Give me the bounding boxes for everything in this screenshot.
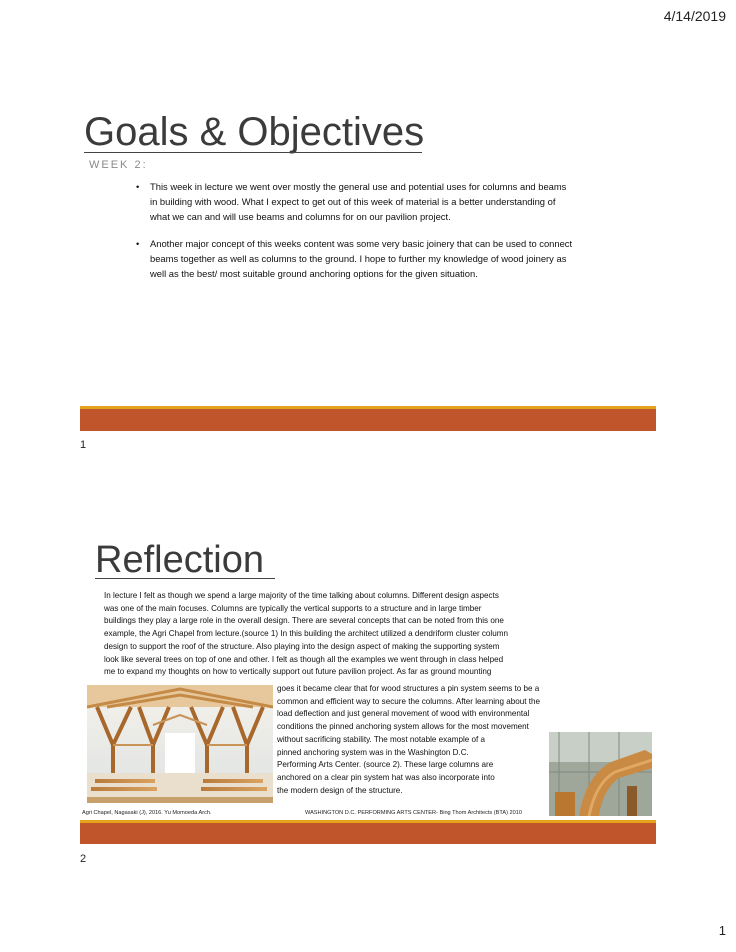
slide1-subtitle: WEEK 2: — [89, 159, 148, 171]
paragraph-line: common and efficient way to secure the columns. After learning about the — [277, 696, 541, 706]
slide2-accent-band — [80, 823, 656, 844]
paragraph-line: Performing Arts Center. (source 2). These large columns are — [277, 760, 494, 770]
performing-arts-center-photo — [549, 732, 652, 816]
agri-chapel-photo — [87, 685, 273, 803]
paragraph-line: goes it became clear that for wood structures a pin system seems to be a — [277, 684, 540, 693]
bullet-text: Another major concept of this weeks content was some very basic joinery that can be used to connect beams together as well as columns to the ground. I hope to further my knowledge of wood joinery as well as the best/ most suitable ground anchoring options for the given situation. — [150, 237, 573, 279]
bullet-item — [136, 237, 576, 282]
page-date: 4/14/2019 — [663, 8, 726, 24]
paragraph-line: me to expand my thoughts on how to vertically support out future pavilion project. As far as ground mounting — [104, 667, 492, 677]
paragraph-line: without sacrificing stability. The most notable example of a — [277, 734, 485, 744]
reflection-paragraph-top — [104, 590, 614, 679]
bullet-item — [136, 180, 576, 225]
slide1-title-underline — [84, 152, 422, 153]
slide2-title: Reflection — [95, 539, 264, 581]
slide1-bullet-list — [136, 180, 576, 293]
paragraph-line: conditions the pinned anchoring system allows for the most movement — [277, 722, 529, 732]
slide1-title: Goals & Objectives — [84, 110, 425, 154]
bullet-dot-icon: • — [136, 181, 140, 192]
bullet-dot-icon: • — [136, 237, 140, 249]
page-number: 1 — [718, 923, 726, 938]
paragraph-line: anchored on a clear pin system hat was also incorporate into — [277, 772, 495, 782]
slide1-number: 1 — [80, 439, 87, 451]
paragraph-line: example, the Agri Chapel from lecture.(source 1) In this building the architect utilized a dendriform cluster column — [104, 629, 508, 639]
slide1-accent-band — [80, 409, 656, 431]
paragraph-line: the modern design of the structure. — [277, 785, 403, 795]
paragraph-line: design to support the roof of the structure. Also playing into the design aspect of making the supporting system — [104, 641, 500, 651]
paragraph-line: pinned anchoring system was in the Washington D.C. — [277, 747, 469, 757]
caption-agri-chapel: Agri Chapel, Nagasaki (J), 2016. Yu Momoeda Arch. — [82, 810, 212, 816]
paragraph-line: buildings they play a large role in the overall design. There are several concepts that can be noted from this one — [104, 616, 504, 626]
caption-performing-arts-center: WASHINGTON D.C. PERFORMING ARTS CENTER- Bing Thom Architects (BTA) 2010 — [305, 810, 522, 816]
paragraph-line: load deflection and just general movement of wood with environmental — [277, 709, 530, 719]
paragraph-line: In lecture I felt as though we spend a large majority of the time talking about columns. Different design aspects — [104, 591, 499, 600]
slide2-number: 2 — [80, 853, 87, 865]
paragraph-line: was one of the main focuses. Columns are typically the vertical supports to a structure and in large timber — [104, 603, 482, 613]
paragraph-line: look like several trees on top of one and other. I felt as though all the examples we went through in class helped — [104, 654, 504, 664]
slide2-title-underline — [95, 578, 275, 579]
bullet-text: This week in lecture we went over mostly the general use and potential uses for columns and beams in building with wood. What I expect to get out of this week of material is a better understanding of what we can and will use beams and columns for on our pavilion project. — [150, 181, 567, 222]
